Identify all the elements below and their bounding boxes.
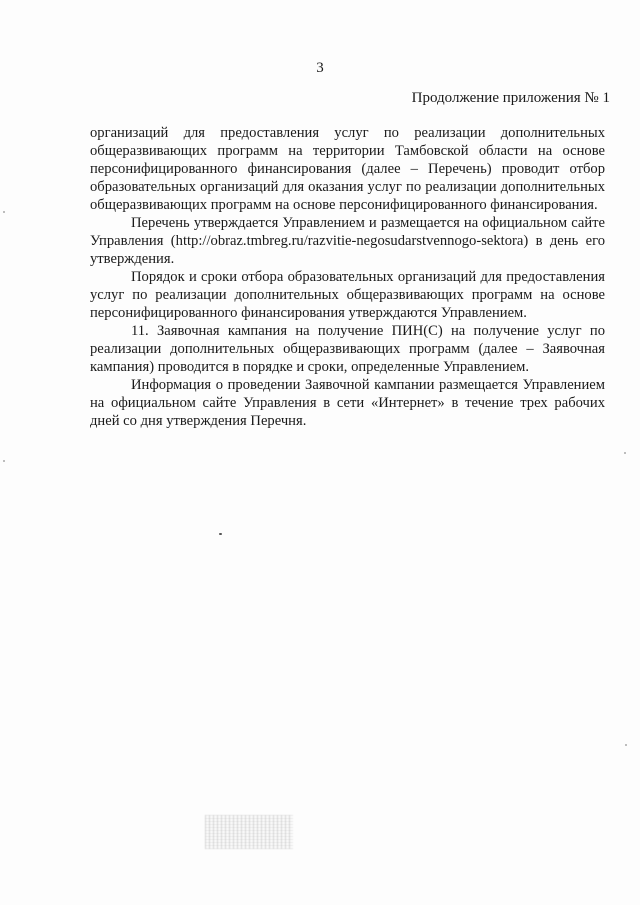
document-body xyxy=(90,124,605,430)
paragraph-list-approval: Перечень утверждается Управлением и размещается на официальном сайте Управления (http://obraz.tmbreg.ru/razvitie-negosudarstvennogo-sektora) в день его утверждения. xyxy=(90,215,605,267)
appendix-continuation-note: Продолжение приложения № 1 xyxy=(411,90,610,106)
scan-speck xyxy=(219,533,222,535)
scan-speck xyxy=(625,744,627,746)
paragraph-campaign-information: Информация о проведении Заявочной кампании размещается Управлением на официальном сайте Управления в сети «Интернет» в течение трех рабочих дней со дня утверждения Перечня. xyxy=(90,377,605,429)
scan-speck xyxy=(3,211,5,213)
scan-speck xyxy=(3,460,5,462)
paragraph-application-campaign: 11. Заявочная кампания на получение ПИН(С) на получение услуг по реализации дополнительных общеразвивающих программ (далее – Заявочная кампания) проводится в порядке и сроки, определенные Управлением. xyxy=(90,323,605,375)
page-number: 3 xyxy=(316,60,324,76)
faint-stamp-mark xyxy=(205,815,293,849)
paragraph-continuation: организаций для предоставления услуг по реализации дополнительных общеразвивающих программ на территории Тамбовской области на основе персонифицированного финансирования (далее – Перечень) проводит отбор образовательных организаций для оказания услуг по реализации дополнительных общеразвивающих программ на основе персонифицированного финансирования. xyxy=(90,125,605,213)
scan-speck xyxy=(624,452,626,454)
paragraph-selection-procedure: Порядок и сроки отбора образовательных организаций для предоставления услуг по реализации дополнительных общеразвивающих программ на основе персонифицированного финансирования утверждаются Управлением. xyxy=(90,269,605,321)
